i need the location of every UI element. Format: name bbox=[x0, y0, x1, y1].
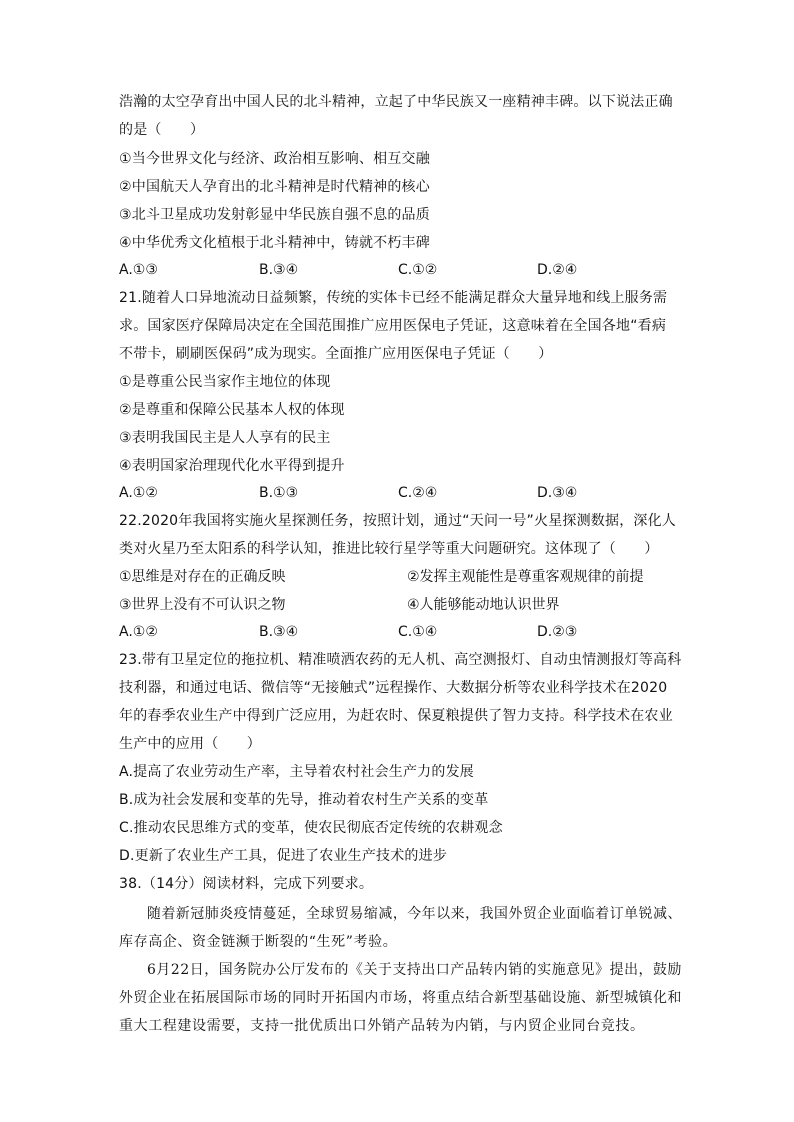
q21-stem-line-2: 求。国家医疗保障局决定在全国范围推广应用医保电子凭证，这意味着在全国各地“看病 bbox=[119, 318, 667, 334]
q21-option-a: A.①② bbox=[119, 485, 158, 501]
q20-option-b: B.③④ bbox=[259, 262, 299, 278]
q20-stem-line-2: 的是（ ） bbox=[119, 122, 205, 138]
q23-stem-line-2: 技利器，和通过电话、微信等“无接触式”远程操作、大数据分析等农业科学技术在2020 bbox=[119, 680, 668, 696]
q21-item-1: ①是尊重公民当家作主地位的体现 bbox=[119, 374, 331, 390]
q20-option-a: A.①③ bbox=[119, 262, 158, 278]
q21-option-d: D.③④ bbox=[537, 485, 578, 501]
q21-stem-text: 21.随着人口异地流动日益频繁，传统的实体卡已经不能满足群众大量异地和线上服务需 bbox=[119, 290, 668, 306]
q20-option-c: C.①② bbox=[398, 262, 438, 278]
q23-option-c: C.推动农民思维方式的变革，使农民彻底否定传统的农耕观念 bbox=[119, 820, 503, 836]
q38-heading: 38.（14分）阅读材料，完成下列要求。 bbox=[119, 876, 374, 892]
q38-material-p2-line-3: 重大工程建设需要，支持一批优质出口外销产品转为内销，与内贸企业同台竞技。 bbox=[119, 1018, 645, 1034]
q20-item-3: ③北斗卫星成功发射彰显中华民族自强不息的品质 bbox=[119, 207, 430, 223]
q22-option-a: A.①② bbox=[119, 624, 158, 640]
q22-option-b: B.③④ bbox=[259, 624, 299, 640]
q22-stem-line-2: 类对火星乃至太阳系的科学认知，推进比较行星学等重大问题研究。这体现了（ ） bbox=[119, 541, 659, 557]
q23-option-b: B.成为社会发展和变革的先导，推动着农村生产关系的变革 bbox=[119, 792, 489, 808]
q20-item-2: ②中国航天人孕育出的北斗精神是时代精神的核心 bbox=[119, 179, 430, 195]
q21-stem-line-3: 不带卡，刷刷医保码”成为现实。全面推广应用医保电子凭证（ ） bbox=[119, 346, 553, 362]
q38-material-p1-line-2: 库存高企、资金链濒于断裂的“生死”考验。 bbox=[119, 934, 398, 950]
q20-option-d: D.②④ bbox=[537, 262, 578, 278]
q23-option-d: D.更新了农业生产工具，促进了农业生产技术的进步 bbox=[119, 848, 448, 864]
q22-item-4: ④人能够能动地认识世界 bbox=[407, 597, 560, 613]
q21-option-b: B.①③ bbox=[259, 485, 299, 501]
q21-item-3: ③表明我国民主是人人享有的民主 bbox=[119, 430, 331, 446]
q22-option-d: D.②③ bbox=[537, 624, 578, 640]
q22-item-2: ②发挥主观能性是尊重客观规律的前提 bbox=[407, 569, 644, 585]
q22-item-3: ③世界上没有不可认识之物 bbox=[119, 597, 286, 613]
q38-material-p1-line-1: 随着新冠肺炎疫情蔓延，全球贸易缩减，今年以来，我国外贸企业面临着订单锐减、 bbox=[147, 906, 683, 922]
q20-item-4: ④中华优秀文化植根于北斗精神中，铸就不朽丰碑 bbox=[119, 235, 430, 251]
q21-item-2: ②是尊重和保障公民基本人权的体现 bbox=[119, 402, 345, 418]
q23-option-a: A.提高了农业劳动生产率，主导着农村社会生产力的发展 bbox=[119, 764, 474, 780]
q22-option-c: C.①④ bbox=[398, 624, 438, 640]
q21-stem-line-1 bbox=[119, 288, 667, 308]
q38-material-p2-line-2: 外贸企业在拓展国际市场的同时开拓国内市场，将重点结合新型基础设施、新型城镇化和 bbox=[119, 990, 682, 1006]
q20-stem-line-1: 浩瀚的太空孕育出中国人民的北斗精神，立起了中华民族又一座精神丰碑。以下说法正确 bbox=[119, 94, 673, 110]
q21-item-4: ④表明国家治理现代化水平得到提升 bbox=[119, 458, 345, 474]
q23-stem-line-3: 年的春季农业生产中得到广泛应用，为赶农时、保夏粮提供了智力支持。科学技术在农业 bbox=[119, 708, 673, 724]
q20-item-1: ①当今世界文化与经济、政治相互影响、相互交融 bbox=[119, 151, 430, 167]
q38-material-p2-line-1: 6月22日，国务院办公厅发布的《关于支持出口产品转内销的实施意见》提出，鼓励 bbox=[147, 962, 682, 978]
q21-option-c: C.②④ bbox=[398, 485, 438, 501]
q22-stem-line-1: 22.2020年我国将实施火星探测任务，按照计划，通过“天问一号”火星探测数据，深化人 bbox=[119, 513, 676, 529]
q23-stem-line-4: 生产中的应用（ ） bbox=[119, 736, 261, 752]
q22-item-1: ①思维是对存在的正确反映 bbox=[119, 569, 286, 585]
q23-stem-line-1: 23.带有卫星定位的拖拉机、精准喷洒农药的无人机、高空测报灯、自动虫情测报灯等高科 bbox=[119, 652, 682, 668]
